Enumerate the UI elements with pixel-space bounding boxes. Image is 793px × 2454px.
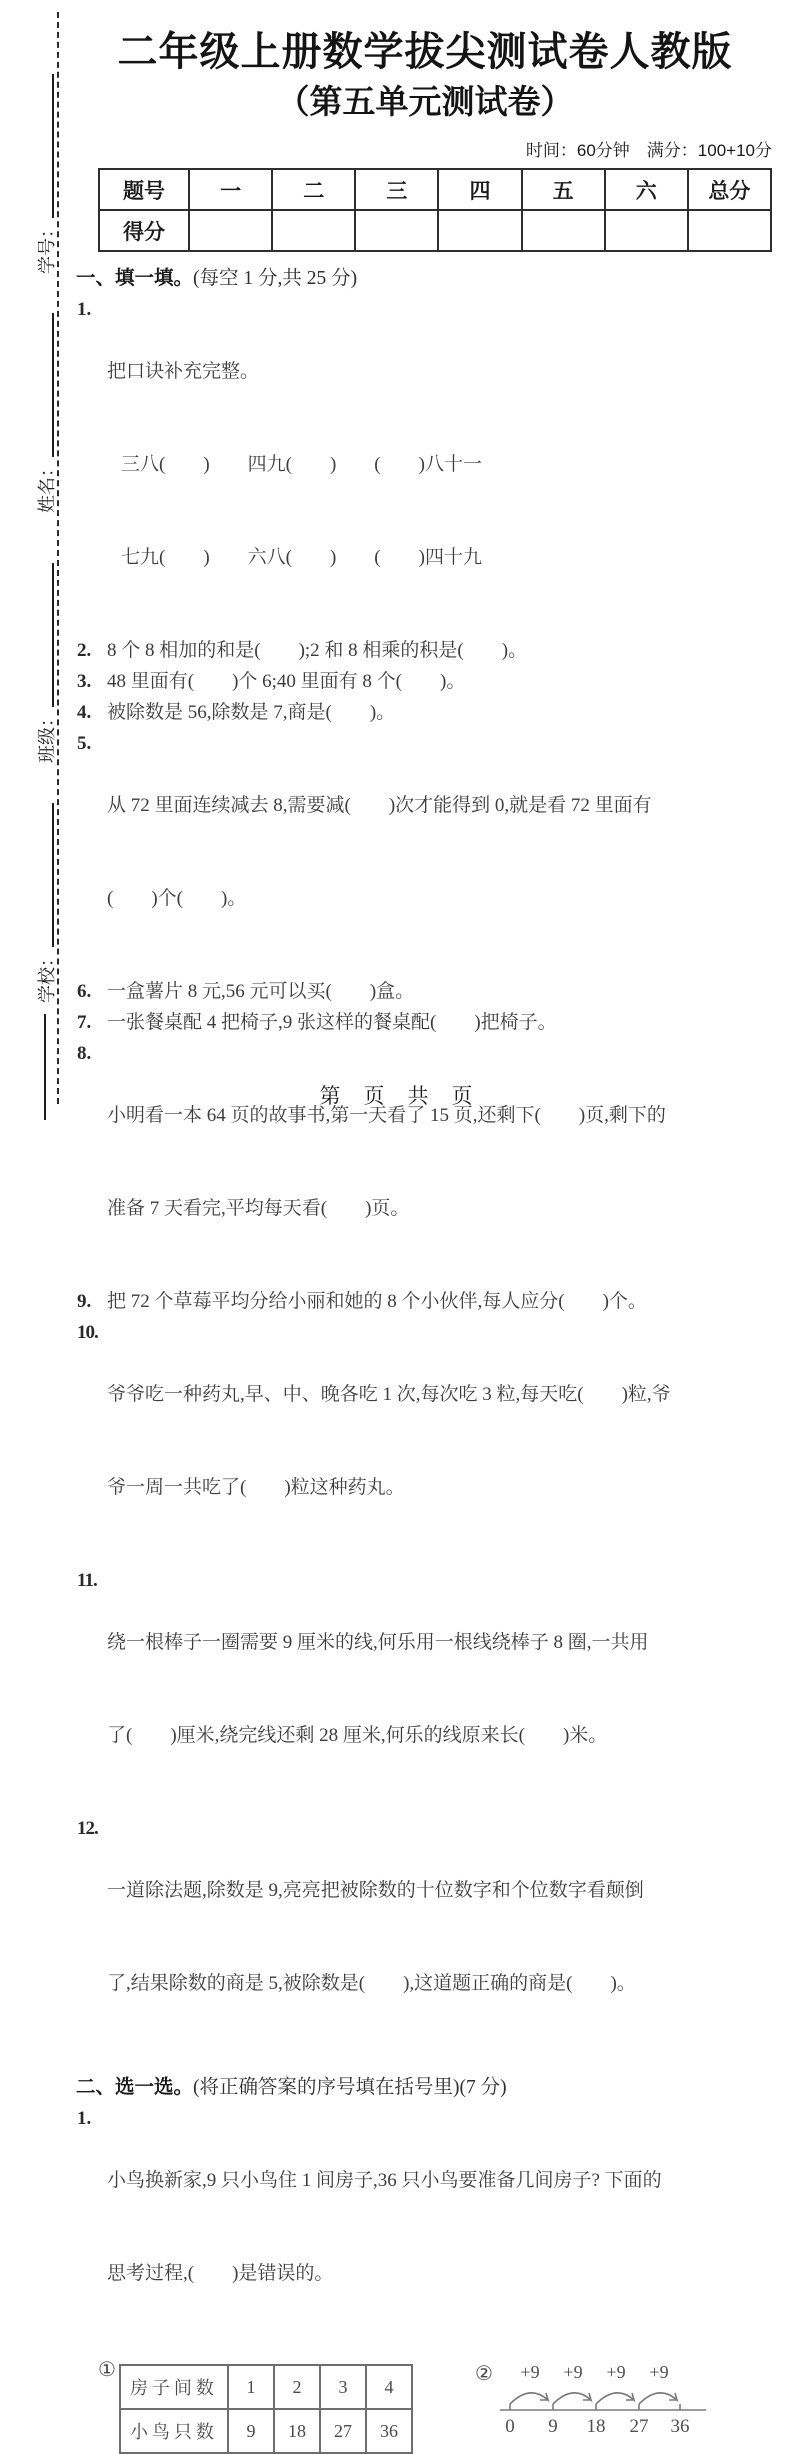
question-line: 从 72 里面连续减去 8,需要减( )次才能得到 0,就是看 72 里面有 [107, 795, 652, 816]
score-col-header: 二 [272, 169, 355, 210]
table-cell: 27 [320, 2409, 366, 2453]
score-cell-empty [522, 210, 605, 251]
question-line: 爷爷吃一种药丸,早、中、晚各吃 1 次,每次吃 3 粒,每天吃( )粒,爷 [107, 1384, 671, 1405]
score-col-header: 一 [189, 169, 272, 210]
question-number: 5. [77, 733, 92, 754]
paper-title: 二年级上册数学拔尖测试卷人教版 [117, 30, 733, 74]
student-id-field [32, 74, 58, 274]
table-cell: 1 [228, 2365, 274, 2409]
question-number: 3. [77, 671, 92, 692]
score-table [98, 168, 772, 252]
score-cell-empty [688, 210, 771, 251]
table-cell: 9 [228, 2409, 274, 2453]
score-table-score-row [99, 210, 771, 251]
question-11 [76, 1565, 774, 1813]
table-cell: 2 [274, 2365, 320, 2409]
school-label: 学校： [37, 949, 57, 1003]
number-label: 9 [548, 2416, 558, 2437]
question-text: 一盒薯片 8 元,56 元可以买( )盒。 [107, 981, 415, 1002]
score-col-header: 四 [438, 169, 521, 210]
table-cell: 房子间数 [120, 2365, 228, 2409]
paper-subtitle: （第五单元测试卷） [276, 83, 574, 120]
question-line: 把口诀补充完整。 [107, 361, 260, 382]
table-cell: 18 [274, 2409, 320, 2453]
section1-heading [76, 263, 774, 294]
class-field [32, 563, 58, 763]
hop-arcs [510, 2393, 680, 2410]
question-number: 1. [77, 2108, 92, 2129]
question-number: 4. [77, 702, 92, 723]
question-12 [76, 1813, 774, 2061]
question-number: 8. [77, 1043, 92, 1064]
class-label: 班级： [37, 709, 57, 763]
question-line: ( )个( )。 [107, 888, 247, 909]
option-1 [98, 2358, 413, 2454]
question-line: 小明看一本 64 页的故事书,第一天看了 15 页,还剩下( )页,剩下的 [107, 1105, 666, 1126]
question-5 [76, 728, 774, 976]
mnemonic-blanks-line: 三八( ) 四九( ) ( )八十一 [121, 454, 482, 475]
plus9-label: +9 [520, 2362, 540, 2382]
score-cell-empty [189, 210, 272, 251]
table-cell: 36 [366, 2409, 412, 2453]
question-line: 了,结果除数的商是 5,被除数是( ),这道题正确的商是( )。 [107, 1973, 636, 1994]
plus9-label: +9 [649, 2362, 669, 2382]
question-text [107, 2103, 774, 2351]
student-name-fill-line [52, 313, 54, 457]
score-table-header-row [99, 169, 771, 210]
question-number: 12. [77, 1818, 98, 1839]
question-line: 了( )厘米,绕完线还剩 28 厘米,何乐的线原来长( )米。 [107, 1725, 608, 1746]
section2-title: 二、选一选。 [76, 2077, 194, 2098]
question-number: 2. [77, 640, 92, 661]
answer-options-row [76, 2358, 774, 2454]
question-number: 6. [77, 981, 92, 1002]
number-line-diagram [496, 2360, 708, 2440]
score-col-header: 六 [605, 169, 688, 210]
school-field [32, 803, 58, 1003]
question-number: 1. [77, 299, 92, 320]
page-footer: 第 页 共 页 [319, 1085, 474, 1108]
score-col-header: 五 [522, 169, 605, 210]
question-text: 一张餐桌配 4 把椅子,9 张这样的餐桌配( )把椅子。 [107, 1012, 557, 1033]
question-line: 小鸟换新家,9 只小鸟住 1 间房子,36 只小鸟要准备几间房子? 下面的 [107, 2170, 662, 2191]
question-number: 7. [77, 1012, 92, 1033]
number-label: 0 [505, 2416, 515, 2437]
score-row-label: 得分 [99, 210, 189, 251]
table-row [120, 2365, 412, 2409]
number-label: 18 [586, 2416, 606, 2437]
question-2 [76, 635, 774, 666]
circled-1-mark: ① [98, 2359, 116, 2381]
question-3 [76, 666, 774, 697]
question-10 [76, 1317, 774, 1565]
bird-house-table [119, 2364, 413, 2454]
question-4 [76, 697, 774, 728]
student-name-label: 姓名： [37, 459, 57, 513]
question-text [107, 728, 774, 976]
mnemonic-blanks-line: 七九( ) 六八( ) ( )四十九 [121, 547, 482, 568]
plus9-label: +9 [563, 2362, 583, 2382]
question-text [107, 1317, 774, 1565]
section1-note: (每空 1 分,共 25 分) [193, 268, 358, 289]
question-text: 8 个 8 相加的和是( );2 和 8 相乘的积是( )。 [107, 640, 528, 661]
score-col-header: 总分 [688, 169, 771, 210]
option-2 [475, 2362, 708, 2440]
number-label: 36 [670, 2416, 690, 2437]
question-line: 绕一根棒子一圈需要 9 厘米的线,何乐用一根线绕棒子 8 圈,一共用 [107, 1632, 649, 1653]
score-col-header: 三 [355, 169, 438, 210]
score-cell-empty [355, 210, 438, 251]
question-9 [76, 1286, 774, 1317]
table-cell: 4 [366, 2365, 412, 2409]
question-number: 9. [77, 1291, 92, 1312]
question-line: 爷一周一共吃了( )粒这种药丸。 [107, 1477, 405, 1498]
question-1 [76, 294, 774, 635]
question-6 [76, 976, 774, 1007]
question-number: 10. [77, 1322, 98, 1343]
student-id-fill-line [52, 74, 54, 218]
table-row [120, 2409, 412, 2453]
question-text [107, 1038, 774, 1286]
section2-heading [76, 2072, 774, 2103]
question-number: 11. [77, 1570, 97, 1591]
question-text [107, 1565, 774, 1813]
section1-title: 一、填一填。 [76, 268, 194, 289]
question-line: 一道除法题,除数是 9,亮亮把被除数的十位数字和个位数字看颠倒 [107, 1880, 644, 1901]
school-fill-line [52, 803, 54, 947]
number-label: 27 [629, 2416, 649, 2437]
section2-question-1 [76, 2103, 774, 2351]
question-7 [76, 1007, 774, 1038]
section2-note: (将正确答案的序号填在括号里)(7 分) [193, 2077, 507, 2098]
score-cell-empty [605, 210, 688, 251]
class-fill-line [52, 563, 54, 707]
circled-2-mark: ② [474, 2363, 493, 2385]
paper-content [76, 26, 774, 2454]
question-text [107, 294, 774, 635]
plus9-label: +9 [606, 2362, 626, 2382]
student-id-label: 学号： [37, 220, 57, 274]
question-8 [76, 1038, 774, 1286]
question-text: 48 里面有( )个 6;40 里面有 8 个( )。 [107, 671, 466, 692]
score-cell-empty [272, 210, 355, 251]
question-text [107, 1813, 774, 2061]
score-col-header: 题号 [99, 169, 189, 210]
question-text: 被除数是 56,除数是 7,商是( )。 [107, 702, 396, 723]
question-line: 准备 7 天看完,平均每天看( )页。 [107, 1198, 410, 1219]
score-cell-empty [438, 210, 521, 251]
time-score-info: 时间：60分钟 满分：100+10分 [525, 141, 772, 160]
student-name-field [32, 313, 58, 513]
question-line: 思考过程,( )是错误的。 [107, 2263, 334, 2284]
question-text: 把 72 个草莓平均分给小丽和她的 8 个小伙伴,每人应分( )个。 [107, 1291, 647, 1312]
table-cell: 小鸟只数 [120, 2409, 228, 2453]
table-cell: 3 [320, 2365, 366, 2409]
